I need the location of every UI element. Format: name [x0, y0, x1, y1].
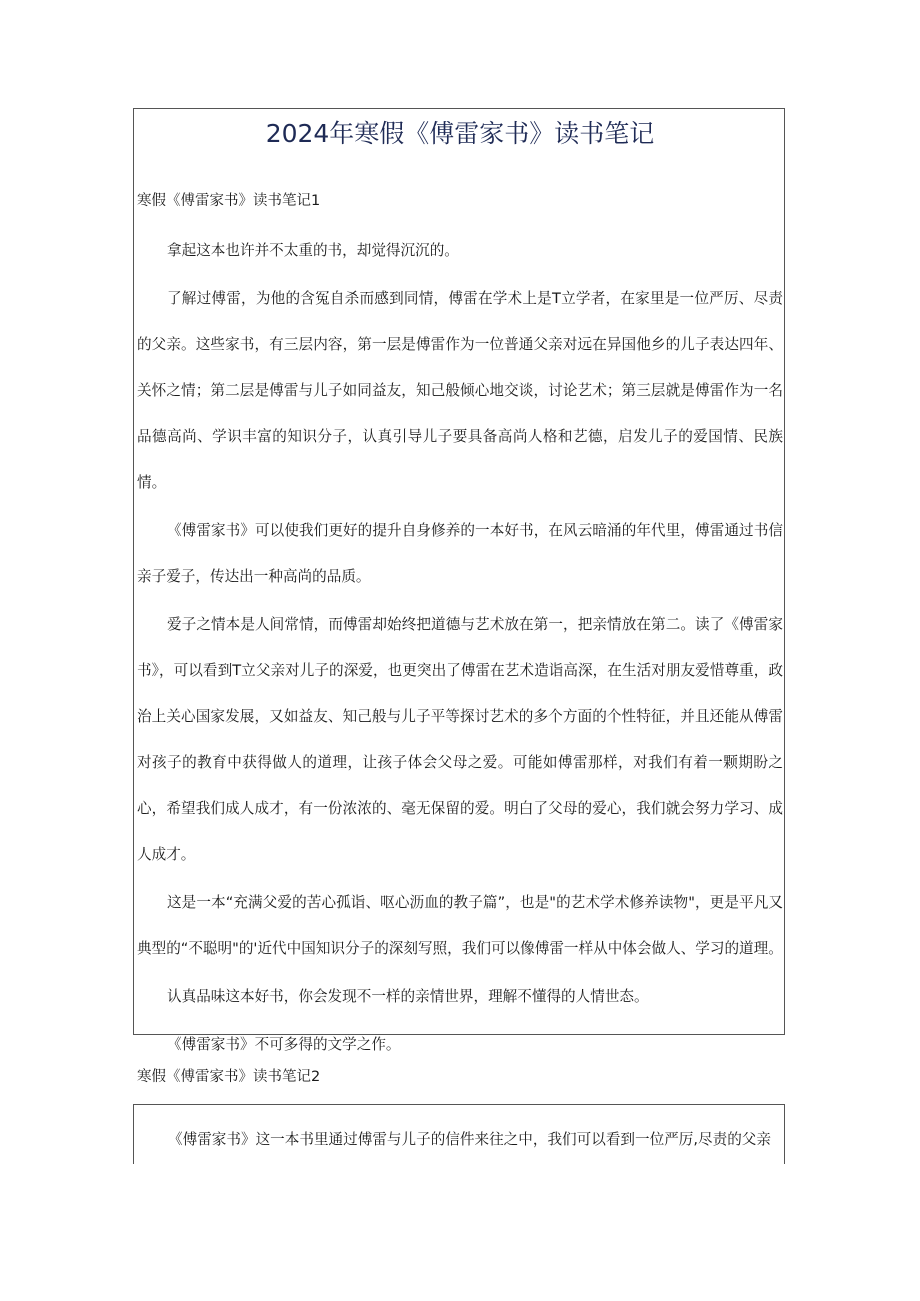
paragraph: 了解过傅雷，为他的含冤自杀而感到同情，傅雷在学术上是T立学者，在家里是一位严厉、尽责的父亲。这些家书，有三层内容，第一层是傅雷作为一位普通父亲对远在异国他乡的儿子表达四年、关怀之情；第二层是傅雷与儿子如同益友，知己般倾心地交谈，讨论艺术；第三层就是傅雷作为一名品德高尚、学识丰富的知识分子，认真引导儿子要具备高尚人格和艺德，启发儿子的爱国情、民族情。	[137, 290, 783, 491]
page-title: 2024年寒假《傅雷家书》读书笔记	[265, 119, 655, 148]
paragraph: 爱子之情本是人间常情，而傅雷却始终把道德与艺术放在第一，把亲情放在第二。读了《傅雷家书》，可以看到T立父亲对儿子的深爱，也更突出了傅雷在艺术造诣高深，在生活对朋友爱惜尊重，政治上关心国家发展，又如益友、知己般与儿子平等探讨艺术的多个方面的个性特征，并且还能从傅雷对孩子的教育中获得做人的道理，让孩子体会父母之爱。可能如傅雷那样，对我们有着一颗期盼之心，希望我们成人成才，有一份浓浓的、毫无保留的爱。明白了父母的爱心，我们就会努力学习、成人成才。	[137, 616, 783, 863]
paragraph: 《傅雷家书》可以使我们更好的提升自身修养的一本好书，在风云暗涌的年代里，傅雷通过书信亲子爱子，传达出一种高尚的品质。	[137, 522, 783, 585]
paragraph: 拿起这本也许并不太重的书，却觉得沉沉的。	[167, 242, 459, 259]
section1-heading: 寒假《傅雷家书》读书笔记1	[137, 193, 321, 209]
paragraph: 认真品味这本好书，你会发现不一样的亲情世界，理解不懂得的人情世态。	[167, 988, 649, 1005]
section2-border-box	[133, 1104, 785, 1164]
section2-heading: 寒假《傅雷家书》读书笔记2	[137, 1069, 321, 1085]
paragraph: 《傅雷家书》这一本书里通过傅雷与儿子的信件来往之中，我们可以看到一位严厉,尽责的父亲	[168, 1131, 771, 1148]
paragraph: 这是一本“充满父爱的苦心孤诣、呕心沥血的教子篇”，也是"的艺术学术修养读物"，更是平凡又典型的“不聪明"的'近代中国知识分子的深刻写照，我们可以像傅雷一样从中体会做人、学习的道理。	[137, 894, 783, 957]
paragraph: 《傅雷家书》不可多得的文学之作。	[167, 1036, 401, 1053]
section1-body	[137, 228, 783, 1068]
